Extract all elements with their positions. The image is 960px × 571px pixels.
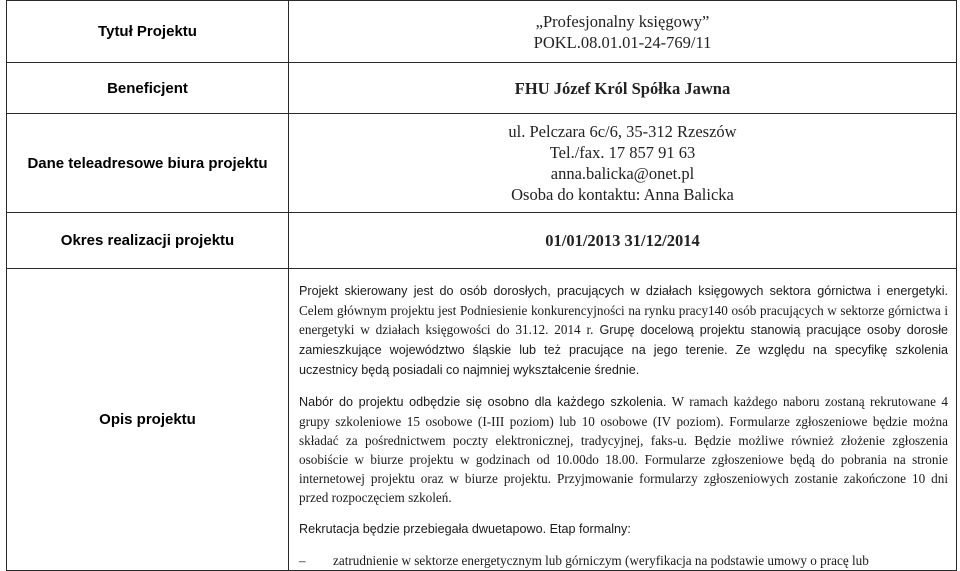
label-beneficiary: Beneficjent [7, 63, 289, 114]
value-description [289, 269, 957, 571]
label-description: Opis projektu [7, 269, 289, 571]
description-paragraph-3: Rekrutacja będzie przebiegała dwuetapowo. Etap formalny: [299, 522, 631, 536]
description-paragraph-2: Nabór do projektu odbędzie się osobno dla każdego szkolenia. W ramach każdego naboru zostaną rekrutowane 4 grupy szkoleniowe 15 osobowe (I-III poziom) lub 10 osobowe (IV poziom). Formularze zgłoszeniowe będzie można składać za pośrednictwem poczty elektronicznej, tradycyjnej, faks-u. Będzie możliwe również złożenie zgłoszenia osobiście w biurze projektu w godzinach od 10.00do 18.00. Formularze zgłoszeniowe będą do pobrania na stronie internetowej projektu oraz w biurze projektu. Przyjmowanie formularzy zgłoszeniowych zostanie zakończone 10 dni przed rozpoczęciem szkoleń. [299, 394, 948, 505]
label-period: Okres realizacji projektu [7, 213, 289, 269]
value-project-title [289, 1, 957, 63]
contact-email: anna.balicka@onet.pl [550, 164, 695, 183]
value-beneficiary: FHU Józef Król Spółka Jawna [289, 63, 957, 114]
row-project-title [7, 1, 957, 63]
contact-address: ul. Pelczara 6c/6, 35-312 Rzeszów [508, 122, 737, 141]
label-project-title: Tytuł Projektu [7, 1, 289, 63]
value-contact [289, 114, 957, 213]
project-info-table [6, 0, 957, 571]
row-contact [7, 114, 957, 213]
requirement-text: zatrudnienie w sektorze energetycznym lub górniczym (weryfikacja na podstawie umowy o pracę lub [333, 553, 869, 568]
dash-bullet: – [299, 553, 306, 568]
description-paragraph-1: Projekt skierowany jest do osób dorosłych, pracujących w działach księgowych sektora górnictwa i energetyki. Celem głównym projektu jest Podniesienie konkurencyjności na rynku pracy140 osób pracujących w sektorze górnictwa i energetyki w działach księgowości do 31.12. 2014 r. Grupę docelową projektu stanowią pracujące osoby dorosłe zamieszkujące województwo śląskie lub też pracujące na jego terenie. Ze względu na specyfikę szkolenia uczestnicy będą posiadali co najmniej wykształcenie średnie. [299, 284, 949, 377]
contact-person: Osoba do kontaktu: Anna Balicka [511, 185, 734, 204]
row-beneficiary [7, 63, 957, 114]
label-contact: Dane teleadresowe biura projektu [7, 114, 289, 213]
contact-phone: Tel./fax. 17 857 91 63 [549, 143, 696, 162]
row-description [7, 269, 957, 571]
project-name: „Profesjonalny księgowy” [535, 11, 710, 31]
project-code: POKL.08.01.01-24-769/11 [533, 32, 712, 52]
value-period: 01/01/2013 31/12/2014 [289, 213, 957, 269]
row-period [7, 213, 957, 269]
requirement-list-item [299, 551, 948, 570]
